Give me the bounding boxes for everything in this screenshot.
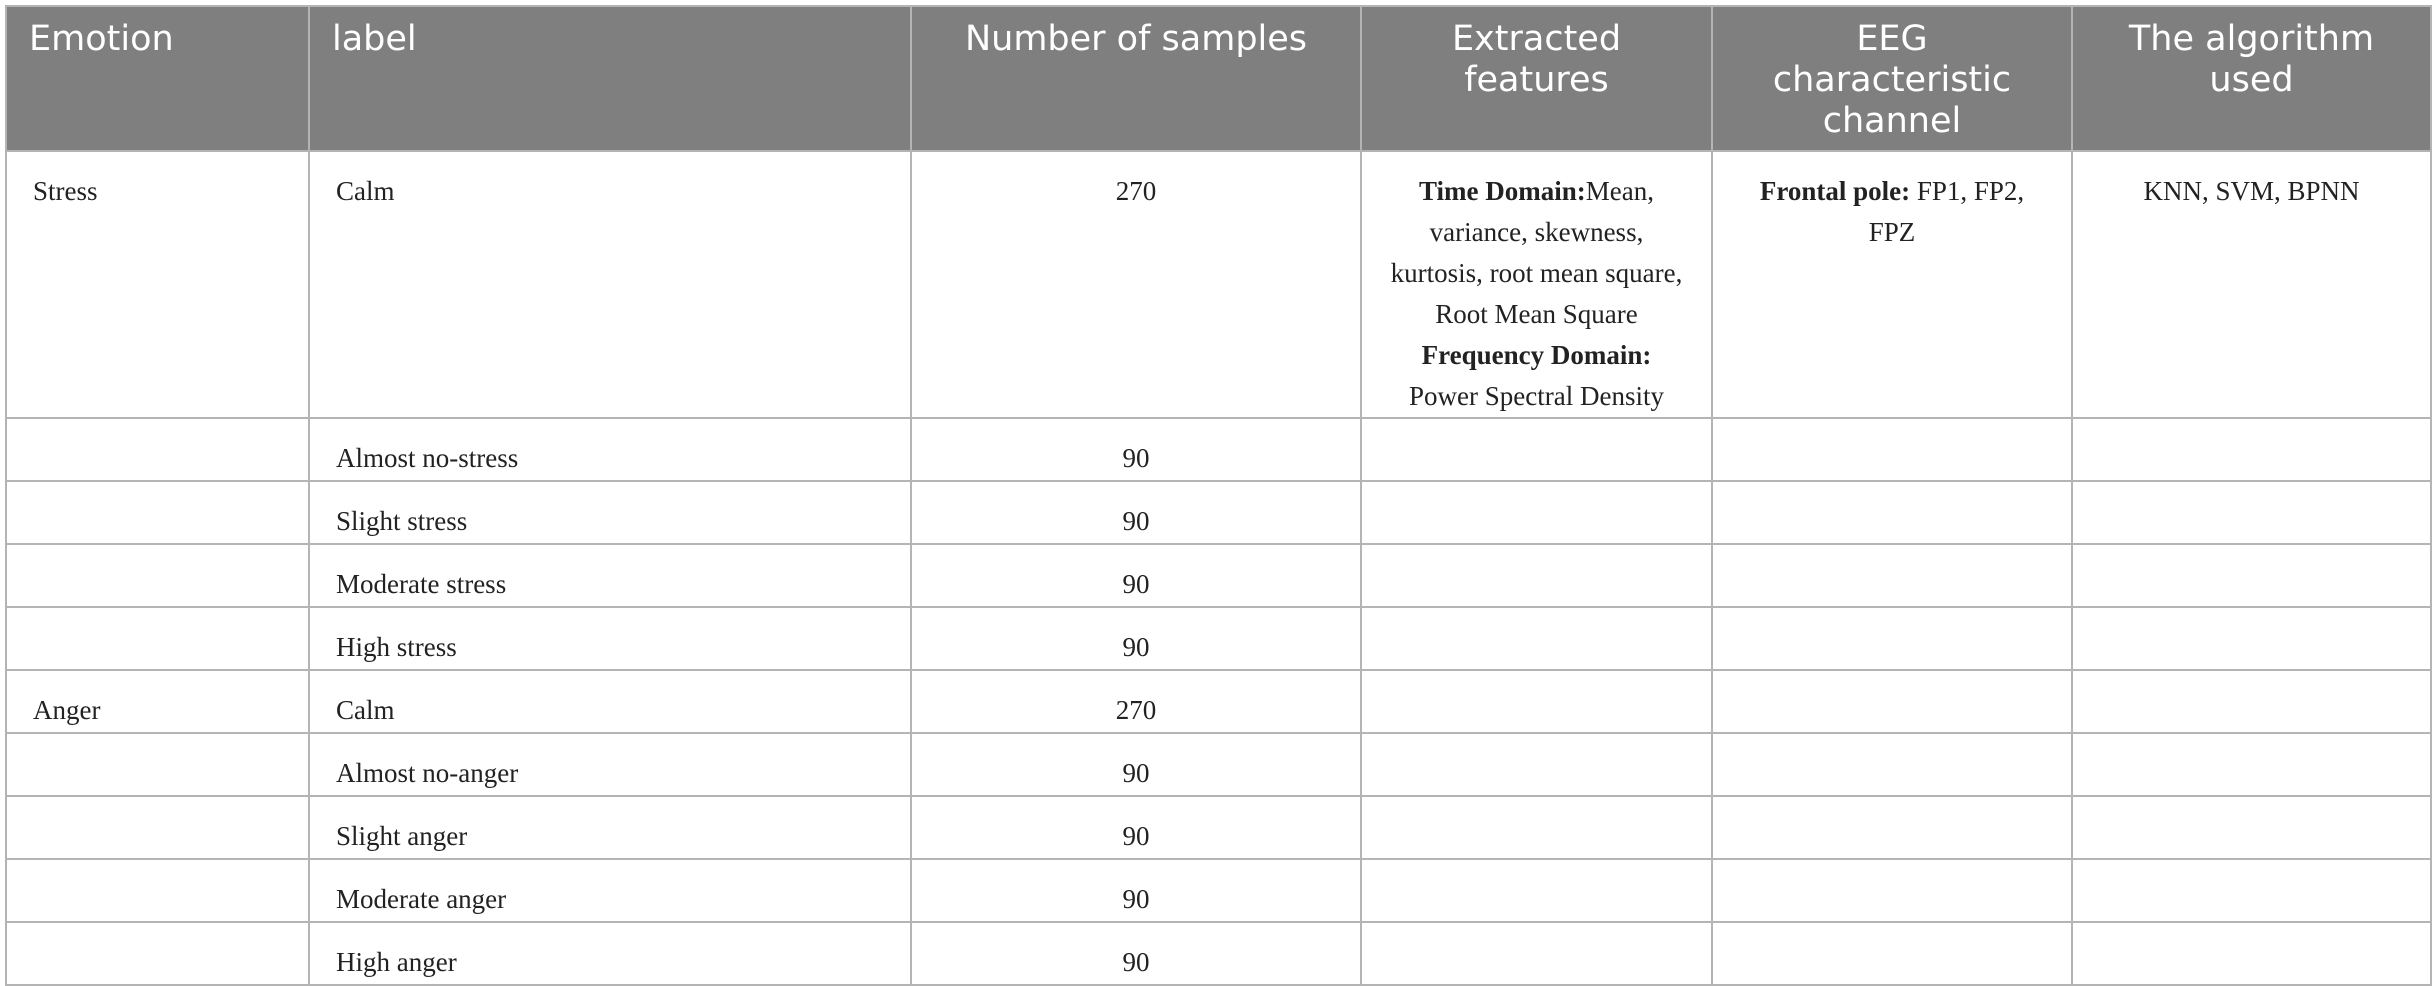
cell-label: Moderate stress (309, 544, 911, 607)
cell-eeg-channel (1712, 670, 2072, 733)
frequency-domain-title: Frequency Domain: (1421, 340, 1652, 370)
cell-label: Slight stress (309, 481, 911, 544)
header-algorithm: The algorithm used (2072, 6, 2431, 151)
header-number-of-samples: Number of samples (911, 6, 1361, 151)
frontal-pole-title: Frontal pole: (1759, 176, 1911, 206)
cell-samples: 90 (911, 922, 1361, 985)
cell-algorithm (2072, 922, 2431, 985)
cell-emotion: Anger (6, 670, 309, 733)
emotion-eeg-table (5, 5, 2432, 986)
cell-emotion (6, 544, 309, 607)
cell-algorithm (2072, 607, 2431, 670)
cell-eeg-channel (1712, 544, 2072, 607)
header-row (6, 6, 2431, 151)
cell-eeg-channel (1712, 418, 2072, 481)
cell-eeg-channel (1712, 151, 2072, 418)
table-row (6, 796, 2431, 859)
cell-label: Moderate anger (309, 859, 911, 922)
table-row (6, 670, 2431, 733)
cell-samples: 90 (911, 796, 1361, 859)
table-row (6, 922, 2431, 985)
cell-algorithm (2072, 418, 2431, 481)
cell-samples: 90 (911, 859, 1361, 922)
cell-algorithm (2072, 481, 2431, 544)
cell-emotion (6, 607, 309, 670)
cell-samples: 90 (911, 733, 1361, 796)
time-domain-title: Time Domain: (1419, 176, 1586, 206)
cell-emotion (6, 922, 309, 985)
cell-extracted-features (1361, 481, 1712, 544)
cell-emotion (6, 796, 309, 859)
cell-samples: 270 (911, 670, 1361, 733)
header-emotion: Emotion (6, 6, 309, 151)
cell-eeg-channel (1712, 922, 2072, 985)
cell-algorithm: KNN, SVM, BPNN (2072, 151, 2431, 418)
cell-samples: 90 (911, 544, 1361, 607)
table-body (6, 418, 2431, 985)
cell-algorithm (2072, 670, 2431, 733)
table-row (6, 544, 2431, 607)
cell-extracted-features (1361, 607, 1712, 670)
header-eeg-channel: EEG characteristic channel (1712, 6, 2072, 151)
cell-samples: 270 (911, 151, 1361, 418)
frontal-pole-text: FP1, FP2, FPZ (1868, 176, 2025, 247)
cell-samples: 90 (911, 418, 1361, 481)
cell-emotion (6, 733, 309, 796)
cell-algorithm (2072, 544, 2431, 607)
header-extracted-features: Extracted features (1361, 6, 1712, 151)
cell-label: High stress (309, 607, 911, 670)
cell-algorithm (2072, 796, 2431, 859)
cell-algorithm (2072, 859, 2431, 922)
cell-extracted-features (1361, 733, 1712, 796)
cell-eeg-channel (1712, 796, 2072, 859)
cell-extracted-features (1361, 418, 1712, 481)
cell-emotion (6, 481, 309, 544)
emotion-table-container (5, 5, 2375, 986)
cell-algorithm (2072, 733, 2431, 796)
cell-emotion (6, 859, 309, 922)
cell-eeg-channel (1712, 859, 2072, 922)
cell-emotion: Stress (6, 151, 309, 418)
cell-samples: 90 (911, 481, 1361, 544)
cell-label: High anger (309, 922, 911, 985)
cell-eeg-channel (1712, 733, 2072, 796)
frequency-domain-text: Power Spectral Density (1409, 381, 1664, 411)
cell-extracted-features (1361, 922, 1712, 985)
cell-label: Almost no-stress (309, 418, 911, 481)
cell-extracted-features (1361, 670, 1712, 733)
table-row (6, 733, 2431, 796)
cell-extracted-features (1361, 796, 1712, 859)
cell-eeg-channel (1712, 607, 2072, 670)
cell-emotion (6, 418, 309, 481)
header-label: label (309, 6, 911, 151)
cell-extracted-features (1361, 544, 1712, 607)
table-row (6, 151, 2431, 418)
cell-extracted-features (1361, 151, 1712, 418)
table-row (6, 418, 2431, 481)
cell-label: Almost no-anger (309, 733, 911, 796)
table-row (6, 859, 2431, 922)
cell-label: Calm (309, 670, 911, 733)
cell-eeg-channel (1712, 481, 2072, 544)
cell-extracted-features (1361, 859, 1712, 922)
table-row (6, 481, 2431, 544)
time-domain-text: Mean, variance, skewness, kurtosis, root mean square, Root Mean Square (1390, 176, 1683, 329)
cell-label: Calm (309, 151, 911, 418)
cell-samples: 90 (911, 607, 1361, 670)
cell-label: Slight anger (309, 796, 911, 859)
table-row (6, 607, 2431, 670)
